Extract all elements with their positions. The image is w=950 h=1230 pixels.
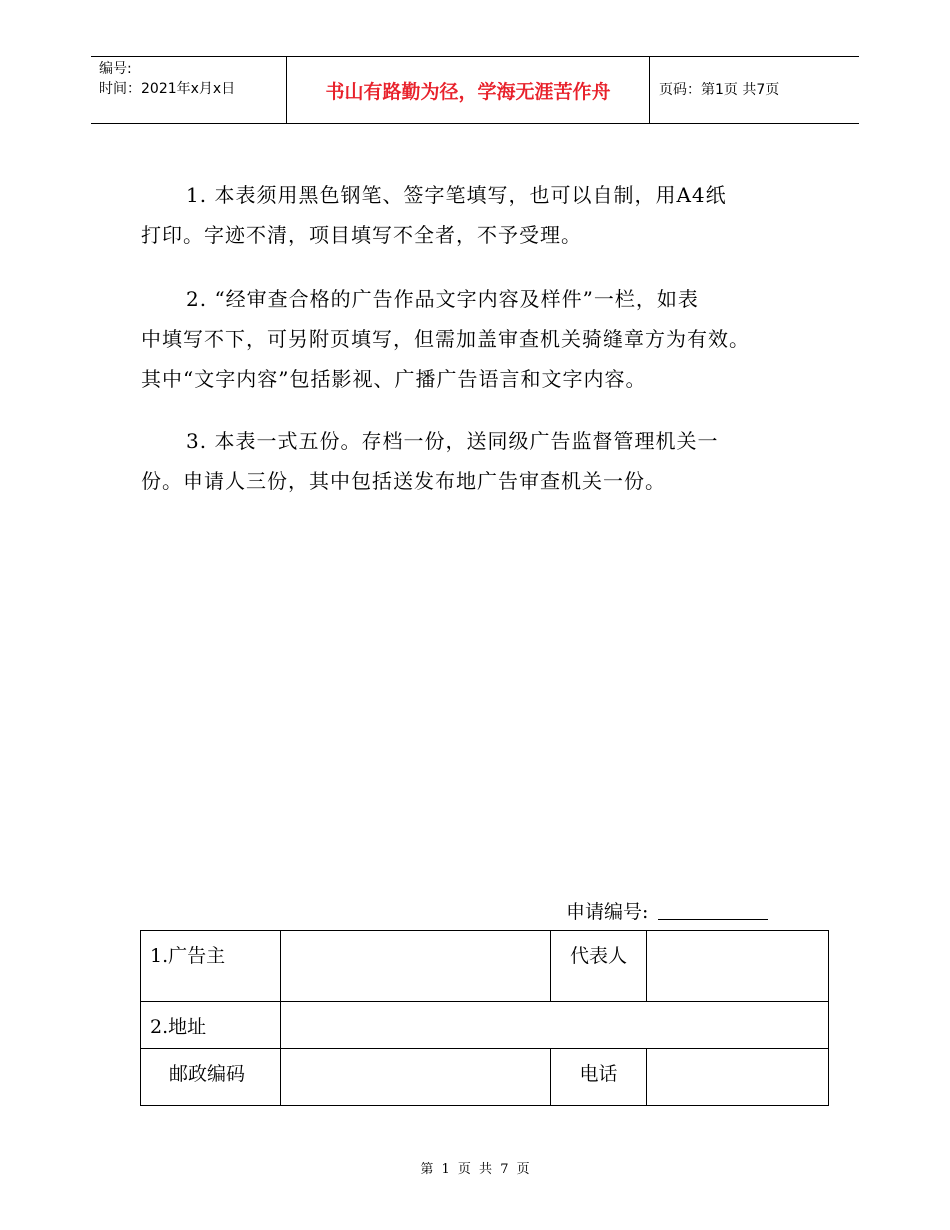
instruction-line: 3. 本表一式五份。存档一份，送同级广告监督管理机关一 [186, 429, 719, 453]
address-field[interactable] [281, 1002, 829, 1049]
page-footer: 第 1 页 共 7 页 [420, 1162, 530, 1177]
instruction-line: 2. “经审查合格的广告作品文字内容及样件”一栏，如表 [186, 287, 699, 311]
instruction-3 [141, 421, 821, 501]
instruction-line: 中填写不下，可另附页填写，但需加盖审查机关骑缝章方为有效。 [141, 327, 750, 351]
phone-label: 电话 [551, 1049, 647, 1106]
application-number-label: 申请编号: [566, 901, 649, 923]
application-number [566, 897, 768, 924]
postcode-field[interactable] [281, 1049, 551, 1106]
instruction-1 [141, 175, 821, 255]
address-label: 2.地址 [141, 1002, 281, 1049]
instruction-line: 份。申请人三份，其中包括送发布地广告审查机关一份。 [141, 469, 666, 493]
representative-field[interactable] [647, 931, 829, 1002]
number-label: 编号: [99, 61, 132, 77]
header-motto: 书山有路勤为径，学海无涯苦作舟 [325, 80, 611, 103]
postcode-label: 邮政编码 [141, 1049, 281, 1106]
table-row [141, 931, 829, 1002]
advertiser-field[interactable] [281, 931, 551, 1002]
table-row [141, 1049, 829, 1106]
application-form-table [140, 930, 829, 1106]
page-header [91, 56, 859, 124]
time-label: 时间：2021年x月x日 [99, 81, 236, 97]
header-divider [649, 57, 650, 123]
advertiser-label: 1.广告主 [141, 931, 281, 1002]
header-page-info: 页码：第1页 共7页 [659, 82, 780, 98]
phone-field[interactable] [647, 1049, 829, 1106]
instruction-line: 其中“文字内容”包括影视、广播广告语言和文字内容。 [141, 367, 647, 391]
instruction-line: 打印。字迹不清，项目填写不全者，不予受理。 [141, 223, 582, 247]
instruction-line: 1. 本表须用黑色钢笔、签字笔填写，也可以自制，用A4纸 [186, 183, 727, 207]
application-number-field[interactable] [658, 901, 768, 920]
table-row [141, 1002, 829, 1049]
representative-label: 代表人 [551, 931, 647, 1002]
instruction-2 [141, 279, 821, 399]
header-meta [99, 59, 235, 99]
